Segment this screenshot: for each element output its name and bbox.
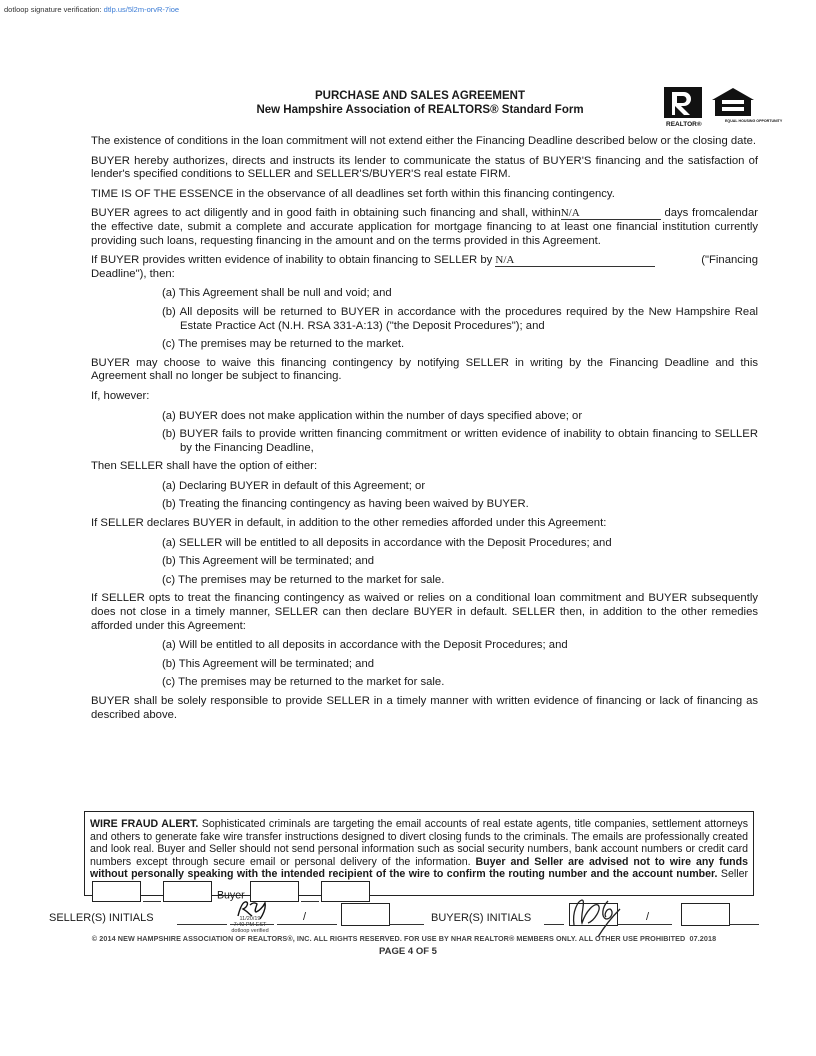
logo-equal-text: EQUAL HOUSING OPPORTUNITY [725, 119, 783, 123]
wire-buyer-initial-box-2[interactable] [321, 881, 370, 902]
p5-text-a: If BUYER provides written evidence of inability to obtain financing to SELLER by [91, 254, 493, 267]
list-item: (c) The premises may be returned to the market for sale. [162, 573, 445, 586]
list-item: (b) BUYER fails to provide written financing commitment or written evidence of inability to obtain financing to SELLER by the Financing Deadline, [162, 428, 758, 454]
page-number: PAGE 4 OF 5 [379, 946, 437, 957]
paragraph-if-however: If, however: [91, 389, 150, 402]
seller-initials-label: SELLER(S) INITIALS [49, 912, 154, 924]
list-item: (c) The premises may be returned to the market. [162, 338, 405, 351]
page-subtitle: New Hampshire Association of REALTORS® Standard Form [256, 104, 584, 116]
paragraph-buyer-responsibility: BUYER shall be solely responsible to provide SELLER in a timely manner with written evidence of financing or lack of financing as described above. [91, 695, 758, 721]
seller-signature-timestamp [229, 916, 271, 935]
copyright-text: © 2014 NEW HAMPSHIRE ASSOCIATION OF REALTORS®, INC. ALL RIGHTS RESERVED. FOR USE BY NHAR REALTOR® MEMBERS ONLY. ALL OTHER USE PROHIBITED [91, 934, 686, 943]
wire-seller-initial-box-2[interactable] [163, 881, 212, 902]
list-item: (b) Treating the financing contingency as having been waived by BUYER. [162, 498, 529, 511]
list-item: (a) Declaring BUYER in default of this Agreement; or [162, 479, 426, 492]
logo-realtor-text: REALTOR® [666, 121, 702, 128]
verification-link[interactable]: dtlp.us/5l2m-orvR-7ioe [103, 5, 180, 14]
list-item: (a) SELLER will be entitled to all deposits in accordance with the Deposit Procedures; and [162, 536, 612, 549]
list-seller-options [91, 480, 758, 512]
realtor-equal-housing-logos [663, 85, 783, 128]
list-default-remedies [91, 537, 758, 588]
equal-housing-icon [712, 88, 783, 123]
paragraph-lender-authorization: BUYER hereby authorizes, directs and instructs its lender to communicate the status of BUYER'S financing and the satisfaction of lender's specified conditions to SELLER and SELLER'S/BUYER'S real estate FIRM. [91, 154, 758, 181]
paragraph-application-deadline [91, 207, 758, 248]
initials-row [49, 903, 759, 933]
application-days-field[interactable]: N/A [561, 208, 661, 220]
list-item: (a) This Agreement shall be null and void; and [162, 287, 392, 300]
paragraph-waive-contingency: BUYER may choose to waive this financing contingency by notifying SELLER in writing by the Financing Deadline and this Agreement shall no longer be subject to financing. [91, 356, 758, 383]
list-buyer-failures [91, 410, 758, 456]
sig-code: dotloop verified [231, 928, 269, 935]
buyer-initials-box-2[interactable] [681, 903, 730, 926]
wire-alert-heading: WIRE FRAUD ALERT. [90, 818, 199, 830]
list-item: (c) The premises may be returned to the market for sale. [162, 676, 445, 689]
seller-initials-slash: / [303, 911, 307, 923]
p4-text-a: BUYER agrees to act diligently and in good faith in obtaining such financing and shall, within [91, 207, 561, 220]
p4-text-b: calendar [714, 207, 758, 220]
sig-date: 11/20/19 [239, 916, 261, 922]
paragraph-seller-option: Then SELLER shall have the option of either: [91, 460, 318, 473]
financing-deadline-field[interactable]: N/A [495, 255, 655, 267]
buyer-initials-label: BUYER(S) INITIALS [431, 912, 532, 924]
list-inability-consequences [91, 287, 758, 351]
p5-text-c: Deadline"), then: [91, 267, 175, 280]
verification-label: dotloop signature verification: [4, 5, 102, 14]
wire-alert-body: Sophisticated criminals are targeting the email accounts of real estate agents, title companies, settlement attorneys and others to generate fake wire transfer instructions designed to divert closing funds to the criminals. The emails are professionally created and look real. Buyer and Seller should not send personal information such as social security numbers, bank account numbers or credit card numbers except through secure email or personal delivery of the information. [90, 818, 749, 868]
p4-text-c: days from the effective date, submit a complete and accurate application for mortgage financing to at least one financial institution currently providing such loans, requesting financing in the amount and on the terms provided in this Agreement. [91, 207, 758, 247]
verification-line [4, 5, 179, 14]
paragraph-time-essence: TIME IS OF THE ESSENCE in the observance of all deadlines set forth within this financing contingency. [91, 187, 615, 200]
p5-text-b: ("Financing [701, 254, 758, 267]
paragraph-financing-deadline [91, 254, 758, 281]
wire-fraud-alert [84, 811, 754, 902]
wire-seller-label: Seller [720, 868, 748, 881]
wire-alert-warning: Buyer and Seller are advised not to wire any funds without personally speaking with the intended recipient of the wire to confirm the routing number and the account number. [90, 855, 748, 881]
wire-buyer-label: Buyer [216, 889, 245, 902]
form-version: 07.2018 [689, 934, 717, 943]
list-item: (b) This Agreement will be terminated; and [162, 657, 375, 670]
paragraph-seller-default: If SELLER declares BUYER in default, in addition to the other remedies afforded under this Agreement: [91, 517, 607, 530]
copyright-footer [49, 934, 759, 943]
list-waived-remedies [91, 639, 758, 690]
list-item: (b) This Agreement will be terminated; and [162, 555, 375, 568]
sig-time: 7:40 PM EST [233, 922, 267, 929]
list-item: (a) Will be entitled to all deposits in accordance with the Deposit Procedures; and [162, 639, 568, 652]
paragraph-loan-commitment: The existence of conditions in the loan commitment will not extend either the Financing Deadline described below or the closing date. [91, 135, 757, 147]
realtor-logo-icon [664, 87, 702, 128]
wire-seller-initial-box-1[interactable] [92, 881, 141, 902]
buyer-initials-slash: / [646, 911, 650, 923]
seller-initials-box[interactable] [341, 903, 390, 926]
list-item: (b) All deposits will be returned to BUYER in accordance with the procedures required by the New Hampshire Real Estate Practice Act (N.H. RSA 331-A:13) ("the Deposit Procedures"); and [162, 305, 758, 332]
page-title: PURCHASE AND SALES AGREEMENT [315, 90, 525, 102]
agreement-body [91, 135, 758, 728]
list-item: (a) BUYER does not make application within the number of days specified above; or [162, 409, 583, 422]
paragraph-waived-default: If SELLER opts to treat the financing contingency as waived or relies on a conditional loan commitment and BUYER subsequently does not close in a timely manner, SELLER can then declare BUYER in default. SELLER then, in addition to the other remedies afforded under this Agreement: [91, 592, 758, 632]
